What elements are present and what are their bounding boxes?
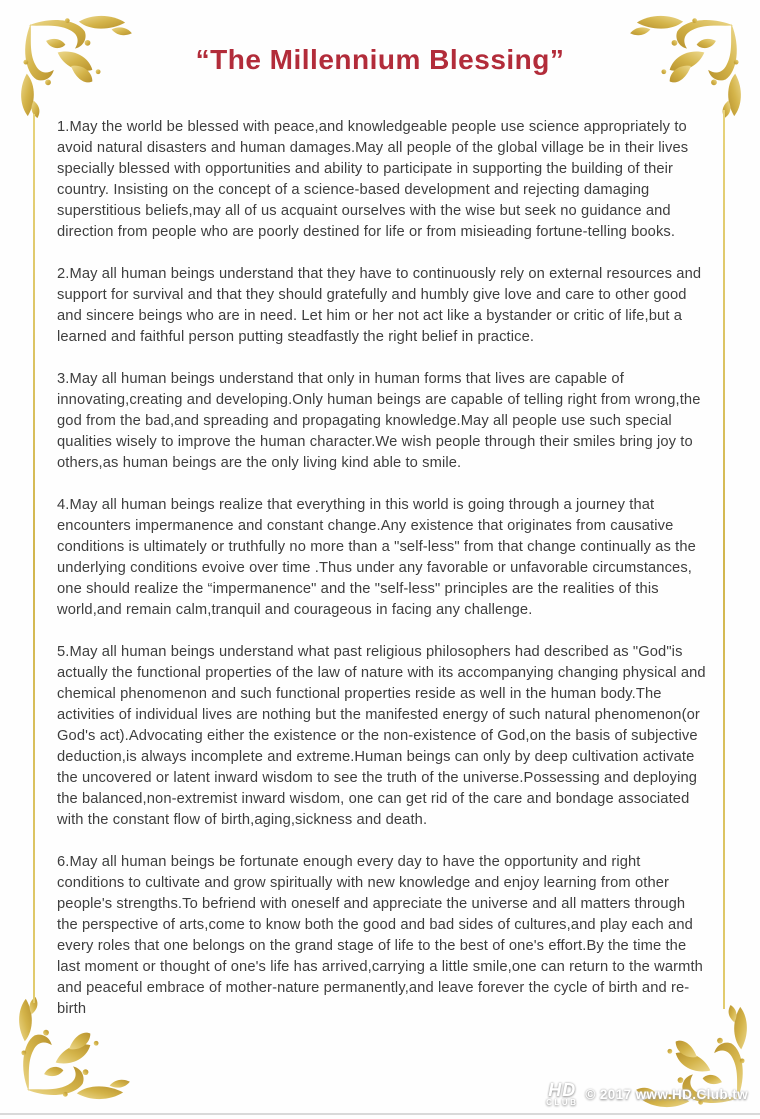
paragraph-1: 1.May the world be blessed with peace,and knowledgeable people use science appropriately to avoid natural disasters and human damages.May all people of the global village be in their lives specially blessed with opportunities and ability to participate in supporting the building of their country. Insisting on the concept of a science-based development and rejecting damaging superstitious beliefs,may all of us acquaint ourselves with the wise but seek no guidance and direction from people who are poorly destined for life or from misieading fortune-telling books.	[57, 119, 689, 240]
watermark	[546, 1081, 748, 1107]
document-body	[57, 117, 707, 1041]
left-border-line	[33, 114, 35, 1003]
bottom-border-line	[0, 1113, 760, 1115]
paragraph-4: 4.May all human beings realize that everything in this world is going through a journey that encounters impermanence and constant change.Any existence that originates from causative conditions is ultimately or truthfully no more than a "self-less" from that change continually as the underlying conditions evoive over time .Thus under any favorable or unfavorable circumstances, one should realize the “impermanence" and the "self-less" principles are the realities of this world,and remain calm,tranquil and courageous in facing any challenge.	[57, 497, 696, 618]
hdclub-logo-hd: HD	[548, 1080, 577, 1100]
paragraph-3: 3.May all human beings understand that only in human forms that lives are capable of innovating,creating and developing.Only human beings are capable of telling right from wrong,the god from the bad,and spreading and propagating knowledge.May all people use such special qualities wisely to improve the human character.We wish people through their smiles bring joy to others,as human beings are the only living kind able to smile.	[57, 371, 701, 471]
hdclub-logo-club: CLUB	[546, 1098, 579, 1107]
hdclub-logo-icon	[546, 1081, 578, 1107]
right-border-line	[723, 110, 725, 1009]
paragraph-2: 2.May all human beings understand that they have to continuously rely on external resources and support for survival and that they should gratefully and humbly give love and care to other good and sincere beings who are in need. Let him or her not act like a bystander or critic of life,but a learned and faithful person putting steadfastly the right belief in practice.	[57, 266, 702, 345]
copyright-text: © 2017 www.HD.Club.tw	[585, 1086, 748, 1102]
paragraph-6: 6.May all human beings be fortunate enough every day to have the opportunity and right conditions to cultivate and grow spiritually with new knowledge and enjoy learning from other people's strengths.To befriend with oneself and appreciate the universe and all matters through the perspective of arts,come to know both the good and bad sides of cultures,and play each and every roles that one belongs on the grand stage of life to the best of one's effort.By the time the last moment or thought of one's life has arrived,carrying a little smile,one can return to the warmth and peaceful embrace of mother-nature permanently,and leave forever the cycle of birth and re-birth	[57, 854, 703, 1017]
page-title: “The Millennium Blessing”	[195, 44, 565, 75]
paragraph-5: 5.May all human beings understand what past religious philosophers had described as "God"is actually the functional properties of the law of nature with its accompanying changing physical and chemical phenomenon and such functional properties reside as well in the human body.The activities of individual lives are nothing but the manifested energy of such natural phenomenon(or God's act).Advocating either the existence or the non-existence of God,on the basis of subjective deduction,is always incomplete and extreme.Human beings can only by deep cultivation activate the uncovered or latent inward wisdom to see the truth of the universe.Possessing and deploying the balanced,non-extremist inward wisdom, one can get rid of the care and bondage associated with the constant flow of birth,aging,sickness and death.	[57, 644, 706, 828]
